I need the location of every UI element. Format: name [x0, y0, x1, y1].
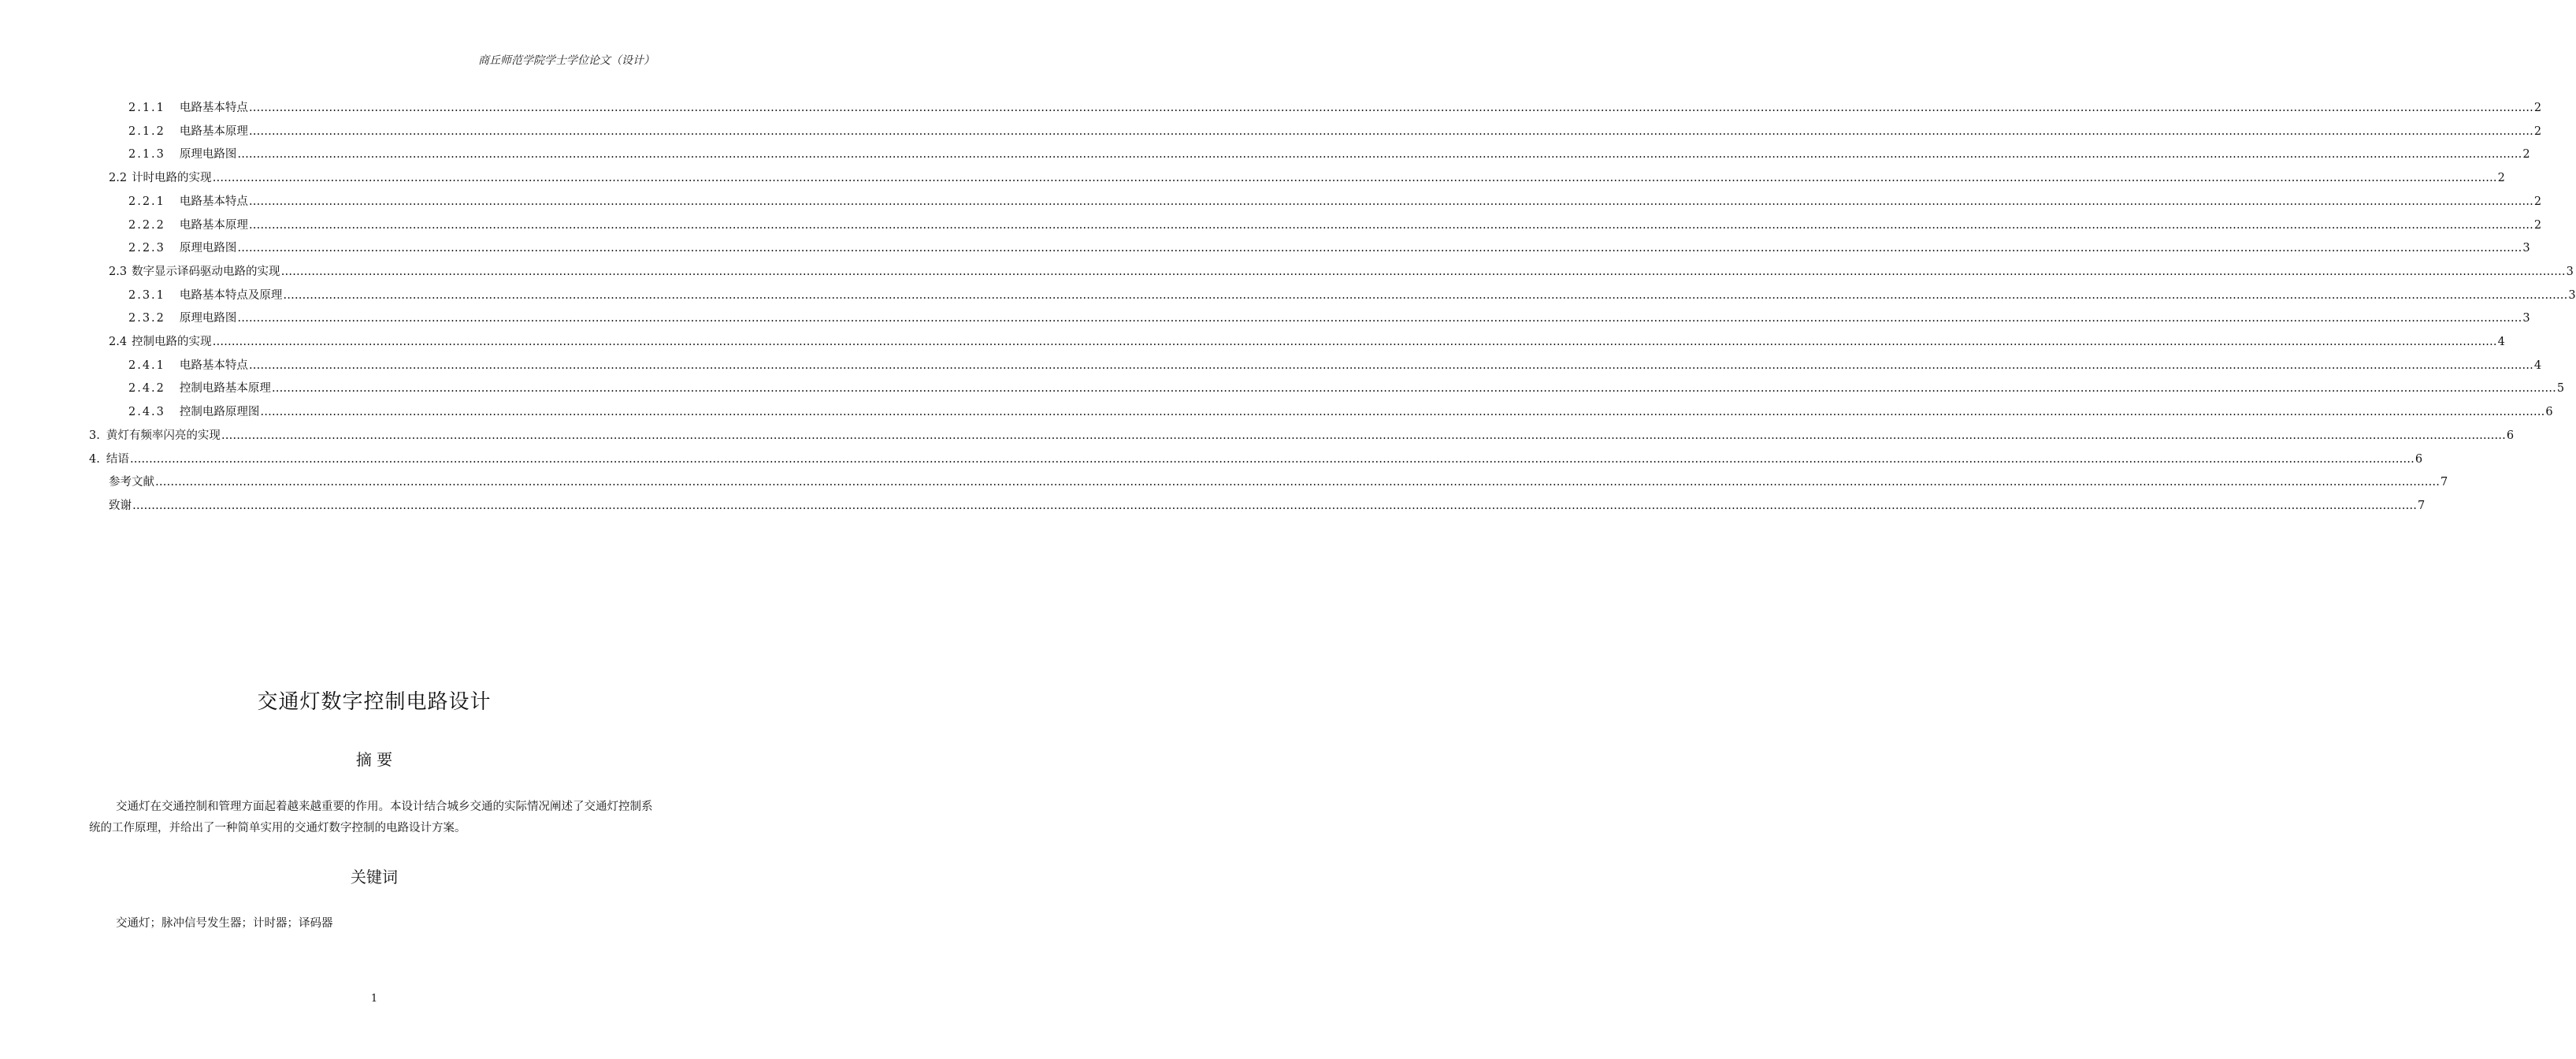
toc-entry-label: 原理电路图 [179, 242, 237, 255]
toc-entry[interactable] [109, 333, 2505, 351]
toc-page-number: 2 [2497, 172, 2505, 184]
toc-leader-dots: …………………………………………………………………………………………………………………………………………………………………………………………………………………………………………………………………………………………………………………………………………………………………………………………………………………………………………………………………………………………………………………………………………………… [237, 148, 2522, 161]
toc-leader-dots: …………………………………………………………………………………………………………………………………………………………………………………………………………………………………………………………………………………………………………………………………………………………………………………………………………………………………………………………………………………………………………………………………………………… [248, 195, 2533, 208]
toc-entry-number: 2.4.1 [128, 359, 165, 372]
toc-entry-label: 电路基本特点 [179, 102, 248, 114]
keywords-heading: 关键词 [351, 868, 398, 886]
toc-entry-number: 2.4.2 [128, 382, 165, 395]
toc-entry[interactable] [109, 474, 2448, 491]
toc-entry[interactable] [109, 169, 2505, 187]
toc-entry[interactable] [128, 380, 2565, 397]
toc-page-number: 3 [2522, 312, 2530, 325]
toc-entry-label: 原理电路图 [179, 312, 237, 325]
toc-leader-dots: …………………………………………………………………………………………………………………………………………………………………………………………………………………………………………………………………………………………………………………………………………………………………………………………………………………………………………………………………………………………………………………………………………………… [248, 359, 2533, 372]
toc-page-number: 3 [2522, 242, 2530, 255]
toc-entry-label: 计时电路的实现 [132, 172, 212, 184]
toc-leader-dots: …………………………………………………………………………………………………………………………………………………………………………………………………………………………………………………………………………………………………………………………………………………………………………………………………………………………………………………………………………………………………………………………………………………… [212, 172, 2497, 184]
thesis-title: 交通灯数字控制电路设计 [257, 690, 492, 714]
abstract-body: 交通灯在交通控制和管理方面起着越来越重要的作用。本设计结合城乡交通的实际情况阐述了交通灯控制系统的工作原理，并给出了一种简单实用的交通灯数字控制的电路设计方案。 [89, 801, 653, 834]
toc-entry-label: 控制电路原理图 [179, 406, 260, 418]
toc-leader-dots: …………………………………………………………………………………………………………………………………………………………………………………………………………………………………………………………………………………………………………………………………………………………………………………………………………………………………………………………………………………………………………………………………………………… [212, 336, 2497, 348]
toc-page-number: 2 [2522, 148, 2530, 161]
toc-entry[interactable] [109, 263, 2574, 281]
toc-entry-label: 控制电路基本原理 [179, 382, 271, 395]
toc-page-number: 5 [2556, 382, 2565, 395]
toc-leader-dots: …………………………………………………………………………………………………………………………………………………………………………………………………………………………………………………………………………………………………………………………………………………………………………………………………………………………………………………………………………………………………………………………………………………… [248, 102, 2533, 114]
toc-entry[interactable] [128, 310, 2530, 327]
toc-page-number: 2 [2533, 219, 2542, 232]
toc-entry-label: 结语 [106, 453, 129, 466]
toc-entry[interactable] [109, 497, 2426, 515]
toc-entry-label: 原理电路图 [179, 148, 237, 161]
toc-leader-dots: …………………………………………………………………………………………………………………………………………………………………………………………………………………………………………………………………………………………………………………………………………………………………………………………………………………………………………………………………………………………………………………………………………………… [280, 266, 2566, 278]
toc-entry-label: 电路基本原理 [179, 219, 248, 232]
toc-entry-number: 2.2.1 [128, 195, 165, 208]
toc-entry-label: 数字显示译码驱动电路的实现 [132, 266, 280, 278]
page-number: 1 [370, 993, 378, 1005]
toc-page-number: 3 [2568, 289, 2576, 302]
toc-entry[interactable] [89, 451, 2423, 468]
toc-entry-number: 2.4 [109, 336, 128, 348]
toc-page-number: 6 [2415, 453, 2423, 466]
toc-entry-number: 2.1.2 [128, 125, 165, 138]
toc-leader-dots: …………………………………………………………………………………………………………………………………………………………………………………………………………………………………………………………………………………………………………………………………………………………………………………………………………………………………………………………………………………………………………………………………………………… [260, 406, 2545, 418]
toc-entry[interactable] [89, 427, 2515, 444]
toc-entry-label: 参考文献 [109, 476, 154, 489]
keywords-body: 交通灯；脉冲信号发生器；计时器；译码器 [116, 917, 333, 930]
toc-leader-dots: …………………………………………………………………………………………………………………………………………………………………………………………………………………………………………………………………………………………………………………………………………………………………………………………………………………………………………………………………………………………………………………………………………………… [237, 312, 2522, 325]
toc-leader-dots: …………………………………………………………………………………………………………………………………………………………………………………………………………………………………………………………………………………………………………………………………………………………………………………………………………………………………………………………………………………………………………………………………………………… [132, 500, 2417, 512]
toc-entry[interactable] [128, 217, 2542, 234]
toc-leader-dots: …………………………………………………………………………………………………………………………………………………………………………………………………………………………………………………………………………………………………………………………………………………………………………………………………………………………………………………………………………………………………………………………………………………… [155, 476, 2440, 489]
toc-entry-number: 2.1.3 [128, 148, 165, 161]
toc-leader-dots: …………………………………………………………………………………………………………………………………………………………………………………………………………………………………………………………………………………………………………………………………………………………………………………………………………………………………………………………………………………………………………………………………………………… [248, 125, 2533, 138]
toc-leader-dots: …………………………………………………………………………………………………………………………………………………………………………………………………………………………………………………………………………………………………………………………………………………………………………………………………………………………………………………………………………………………………………………………………………………… [271, 382, 2556, 395]
toc-entry-label: 电路基本特点 [179, 359, 248, 372]
toc-page-number: 7 [2441, 476, 2448, 489]
toc-entry-label: 电路基本特点 [179, 195, 248, 208]
toc-page-number: 4 [2533, 359, 2542, 372]
toc-entry[interactable] [128, 357, 2542, 374]
toc-leader-dots: …………………………………………………………………………………………………………………………………………………………………………………………………………………………………………………………………………………………………………………………………………………………………………………………………………………………………………………………………………………………………………………………………………………… [248, 219, 2533, 232]
toc-entry-number: 2.2 [109, 172, 128, 184]
toc-page-number: 2 [2533, 195, 2542, 208]
toc-entry-label: 致谢 [109, 500, 132, 512]
toc-page-number: 6 [2506, 429, 2515, 442]
toc-entry-label: 电路基本原理 [179, 125, 248, 138]
running-header: 商丘师范学院学士学位论文（设计） [478, 54, 655, 67]
toc-leader-dots: …………………………………………………………………………………………………………………………………………………………………………………………………………………………………………………………………………………………………………………………………………………………………………………………………………………………………………………………………………………………………………………………………………………… [283, 289, 2568, 302]
toc-page-number: 2 [2533, 102, 2542, 114]
toc-page-number: 7 [2418, 500, 2426, 512]
toc-entry-number: 2.2.3 [128, 242, 165, 255]
toc-entry[interactable] [128, 99, 2542, 117]
abstract-heading: 摘 要 [355, 750, 393, 769]
toc-entry[interactable] [128, 123, 2542, 140]
toc-entry[interactable] [128, 193, 2542, 210]
toc-entry[interactable] [128, 240, 2530, 257]
toc-entry-number: 2.3.2 [128, 312, 165, 325]
toc-page-number: 6 [2545, 406, 2553, 418]
toc-entry[interactable] [128, 287, 2576, 304]
toc-entry[interactable] [128, 403, 2553, 421]
toc-entry[interactable] [128, 146, 2530, 163]
toc-page-number: 2 [2533, 125, 2542, 138]
toc-entry-number: 2.3.1 [128, 289, 165, 302]
toc-entry-number: 2.1.1 [128, 102, 165, 114]
toc-page-number: 3 [2566, 266, 2574, 278]
toc-leader-dots: …………………………………………………………………………………………………………………………………………………………………………………………………………………………………………………………………………………………………………………………………………………………………………………………………………………………………………………………………………………………………………………………………………………… [221, 429, 2506, 442]
toc-entry-label: 黄灯有频率闪亮的实现 [106, 429, 221, 442]
toc-entry-number: 3. [89, 429, 100, 442]
toc-page-number: 4 [2497, 336, 2505, 348]
toc-entry-number: 2.4.3 [128, 406, 165, 418]
toc-entry-label: 电路基本特点及原理 [179, 289, 283, 302]
toc-leader-dots: …………………………………………………………………………………………………………………………………………………………………………………………………………………………………………………………………………………………………………………………………………………………………………………………………………………………………………………………………………………………………………………………………………………… [129, 453, 2415, 466]
toc-entry-number: 4. [89, 453, 100, 466]
toc-leader-dots: …………………………………………………………………………………………………………………………………………………………………………………………………………………………………………………………………………………………………………………………………………………………………………………………………………………………………………………………………………………………………………………………………………………… [237, 242, 2522, 255]
toc-entry-number: 2.3 [109, 266, 128, 278]
toc-entry-number: 2.2.2 [128, 219, 165, 232]
toc-entry-label: 控制电路的实现 [132, 336, 212, 348]
